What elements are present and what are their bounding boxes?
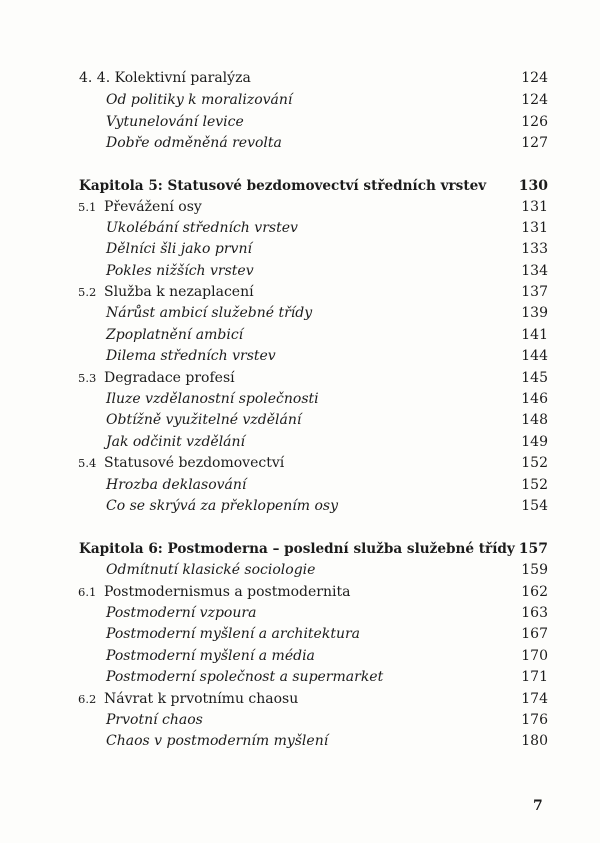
toc-entry (0, 368, 600, 388)
toc-entry (0, 582, 600, 602)
toc-entry (0, 282, 600, 302)
toc-entry (0, 603, 600, 623)
toc-entry (0, 68, 600, 88)
page-number: 137 (521, 284, 548, 300)
entry-title: Iluze vzdělanostní společnosti (106, 391, 319, 407)
toc-entry (0, 261, 600, 281)
chapter-title: Kapitola 6: Postmoderna – poslední služba služebné třídy (79, 541, 515, 557)
toc-entry (0, 239, 600, 259)
entry-title: Dilema středních vrstev (106, 348, 276, 364)
page-number: 157 (518, 541, 548, 557)
chapter-title: Kapitola 5: Statusové bezdomovectví středních vrstev (79, 178, 487, 194)
entry-title: Návrat k prvotnímu chaosu (104, 691, 299, 707)
toc-entry (0, 710, 600, 730)
page-number: 141 (521, 327, 548, 343)
section-number: 5.3 (78, 371, 97, 385)
page-number: 131 (521, 199, 548, 215)
section-number: 6.1 (78, 585, 97, 599)
toc-entry (0, 496, 600, 516)
page-number: 134 (521, 263, 548, 279)
page-number: 167 (521, 626, 548, 642)
page-number: 131 (521, 220, 548, 236)
entry-title: Prvotní chaos (106, 712, 203, 728)
entry-title: Co se skrývá za překlopením osy (106, 498, 338, 514)
page-number: 148 (521, 412, 548, 428)
entry-title: Postmoderní společnost a supermarket (106, 669, 384, 685)
toc-entry (0, 197, 600, 217)
page-folio: 7 (533, 798, 543, 814)
toc-entry (0, 432, 600, 452)
entry-title: Dělníci šli jako první (106, 241, 252, 257)
toc-entry (0, 731, 600, 751)
page-number: 163 (521, 605, 548, 621)
toc-entry (0, 303, 600, 323)
page-number: 124 (521, 70, 548, 86)
page-number: 130 (518, 178, 548, 194)
page-number: 174 (521, 691, 548, 707)
section-number: 5.2 (78, 285, 97, 299)
page-number: 145 (521, 370, 548, 386)
toc-entry (0, 90, 600, 110)
page-number: 144 (521, 348, 548, 364)
entry-title: Degradace profesí (104, 370, 235, 386)
page-number: 149 (521, 434, 548, 450)
entry-title: Postmodernismus a postmodernita (104, 584, 351, 600)
entry-title: Pokles nižších vrstev (106, 263, 254, 279)
page-number: 170 (521, 648, 548, 664)
entry-title: Odmítnutí klasické sociologie (106, 562, 316, 578)
entry-title: Hrozba deklasování (106, 477, 247, 493)
page-number: 127 (521, 135, 548, 151)
entry-title: Postmoderní vzpoura (106, 605, 257, 621)
page-number: 126 (521, 114, 548, 130)
page-number: 152 (521, 455, 548, 471)
entry-title: 4. 4. Kolektivní paralýza (79, 70, 251, 86)
entry-title: Převážení osy (104, 199, 202, 215)
page-number: 139 (521, 305, 548, 321)
entry-title: Nárůst ambicí služebné třídy (106, 305, 313, 321)
entry-title: Od politiky k moralizování (106, 92, 293, 108)
entry-title: Ukolébání středních vrstev (106, 220, 298, 236)
toc-entry (0, 325, 600, 345)
entry-title: Služba k nezaplacení (104, 284, 254, 300)
toc-entry (0, 667, 600, 687)
toc-entry (0, 475, 600, 495)
page-number: 133 (521, 241, 548, 257)
entry-title: Jak odčinit vzdělání (106, 434, 246, 450)
entry-title: Obtížně využitelné vzdělání (106, 412, 302, 428)
toc-entry (0, 389, 600, 409)
toc-entry (0, 218, 600, 238)
toc-entry (0, 689, 600, 709)
entry-title: Dobře odměněná revolta (106, 135, 282, 151)
section-number: 5.1 (78, 200, 97, 214)
page-number: 180 (521, 733, 548, 749)
page-number: 159 (521, 562, 548, 578)
entry-title: Postmoderní myšlení a architektura (106, 626, 361, 642)
toc-entry (0, 133, 600, 153)
page-number: 171 (521, 669, 548, 685)
toc-entry (0, 560, 600, 580)
page-number: 176 (521, 712, 548, 728)
entry-title: Zpoplatnění ambicí (106, 327, 244, 343)
toc-chapter (0, 539, 600, 559)
toc-entry (0, 646, 600, 666)
entry-title: Chaos v postmoderním myšlení (106, 733, 329, 749)
page-number: 152 (521, 477, 548, 493)
page-number: 162 (521, 584, 548, 600)
page-number: 154 (521, 498, 548, 514)
page-number: 124 (521, 92, 548, 108)
toc-entry (0, 346, 600, 366)
entry-title: Statusové bezdomovectví (104, 455, 285, 471)
page-number: 146 (521, 391, 548, 407)
toc-entry (0, 410, 600, 430)
toc-entry (0, 112, 600, 132)
entry-title: Postmoderní myšlení a média (106, 648, 315, 664)
toc-entry (0, 453, 600, 473)
toc-entry (0, 624, 600, 644)
section-number: 5.4 (78, 456, 97, 470)
toc-chapter (0, 176, 600, 196)
entry-title: Vytunelování levice (106, 114, 244, 130)
section-number: 6.2 (78, 692, 97, 706)
